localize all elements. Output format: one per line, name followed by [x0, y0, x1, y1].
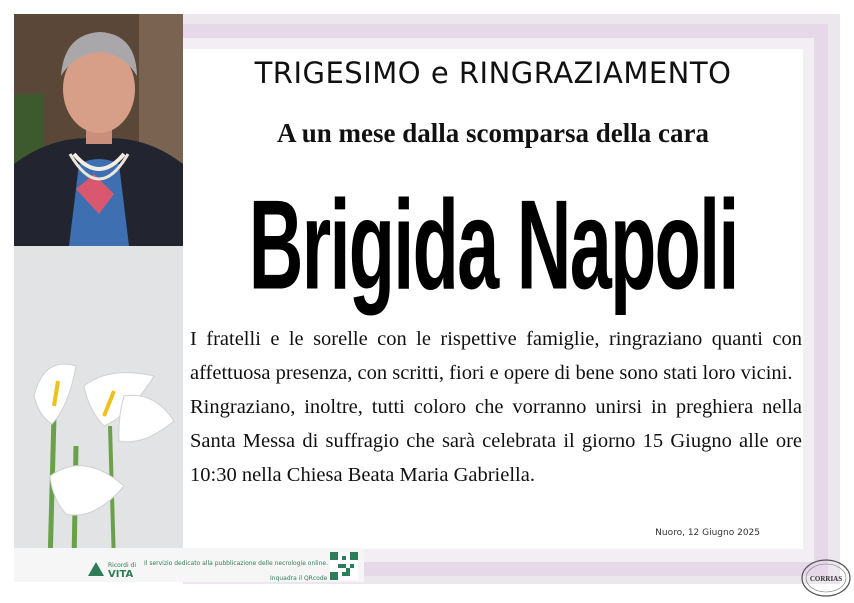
svg-text:Ricordi di: Ricordi di: [108, 562, 137, 569]
paragraph-thanks: I fratelli e le sorelle con le rispettive famiglie, ringraziano quanti con affettuosa presenza, con scritti, fiori e opere di bene sono stati loro vicini.: [190, 328, 802, 384]
subtitle: A un mese dalla scomparsa della cara: [277, 118, 709, 148]
ricordi-di-vita-logo[interactable]: [86, 556, 146, 580]
portrait-photo: [14, 14, 183, 246]
deceased-name-text: Brigida Napoli: [248, 172, 738, 317]
qr-code[interactable]: [330, 552, 358, 580]
funeral-home-stamp: [800, 558, 852, 598]
qr-label: Inquadra il QRcode: [270, 575, 328, 582]
stamp-text: CORRIAS: [809, 575, 843, 583]
calla-lily-image: [14, 246, 183, 564]
date-line: Nuoro, 12 Giugno 2025: [655, 528, 760, 538]
paragraph-mass: Ringraziano, inoltre, tutti coloro che vorranno unirsi in preghiera nella Santa Messa di suffragio che sarà celebrata il giorno 15 Giugno alle ore 10:30 nella Chiesa Beata Maria Gabriella.: [190, 396, 802, 486]
footer-tagline: Il servizio dedicato alla pubblicazione delle necrologie online.: [144, 560, 328, 567]
announcement-body: [190, 322, 802, 492]
page-title: TRIGESIMO e RINGRAZIAMENTO: [254, 56, 732, 90]
deceased-name: [183, 172, 803, 317]
svg-text:VITA: VITA: [108, 569, 134, 580]
